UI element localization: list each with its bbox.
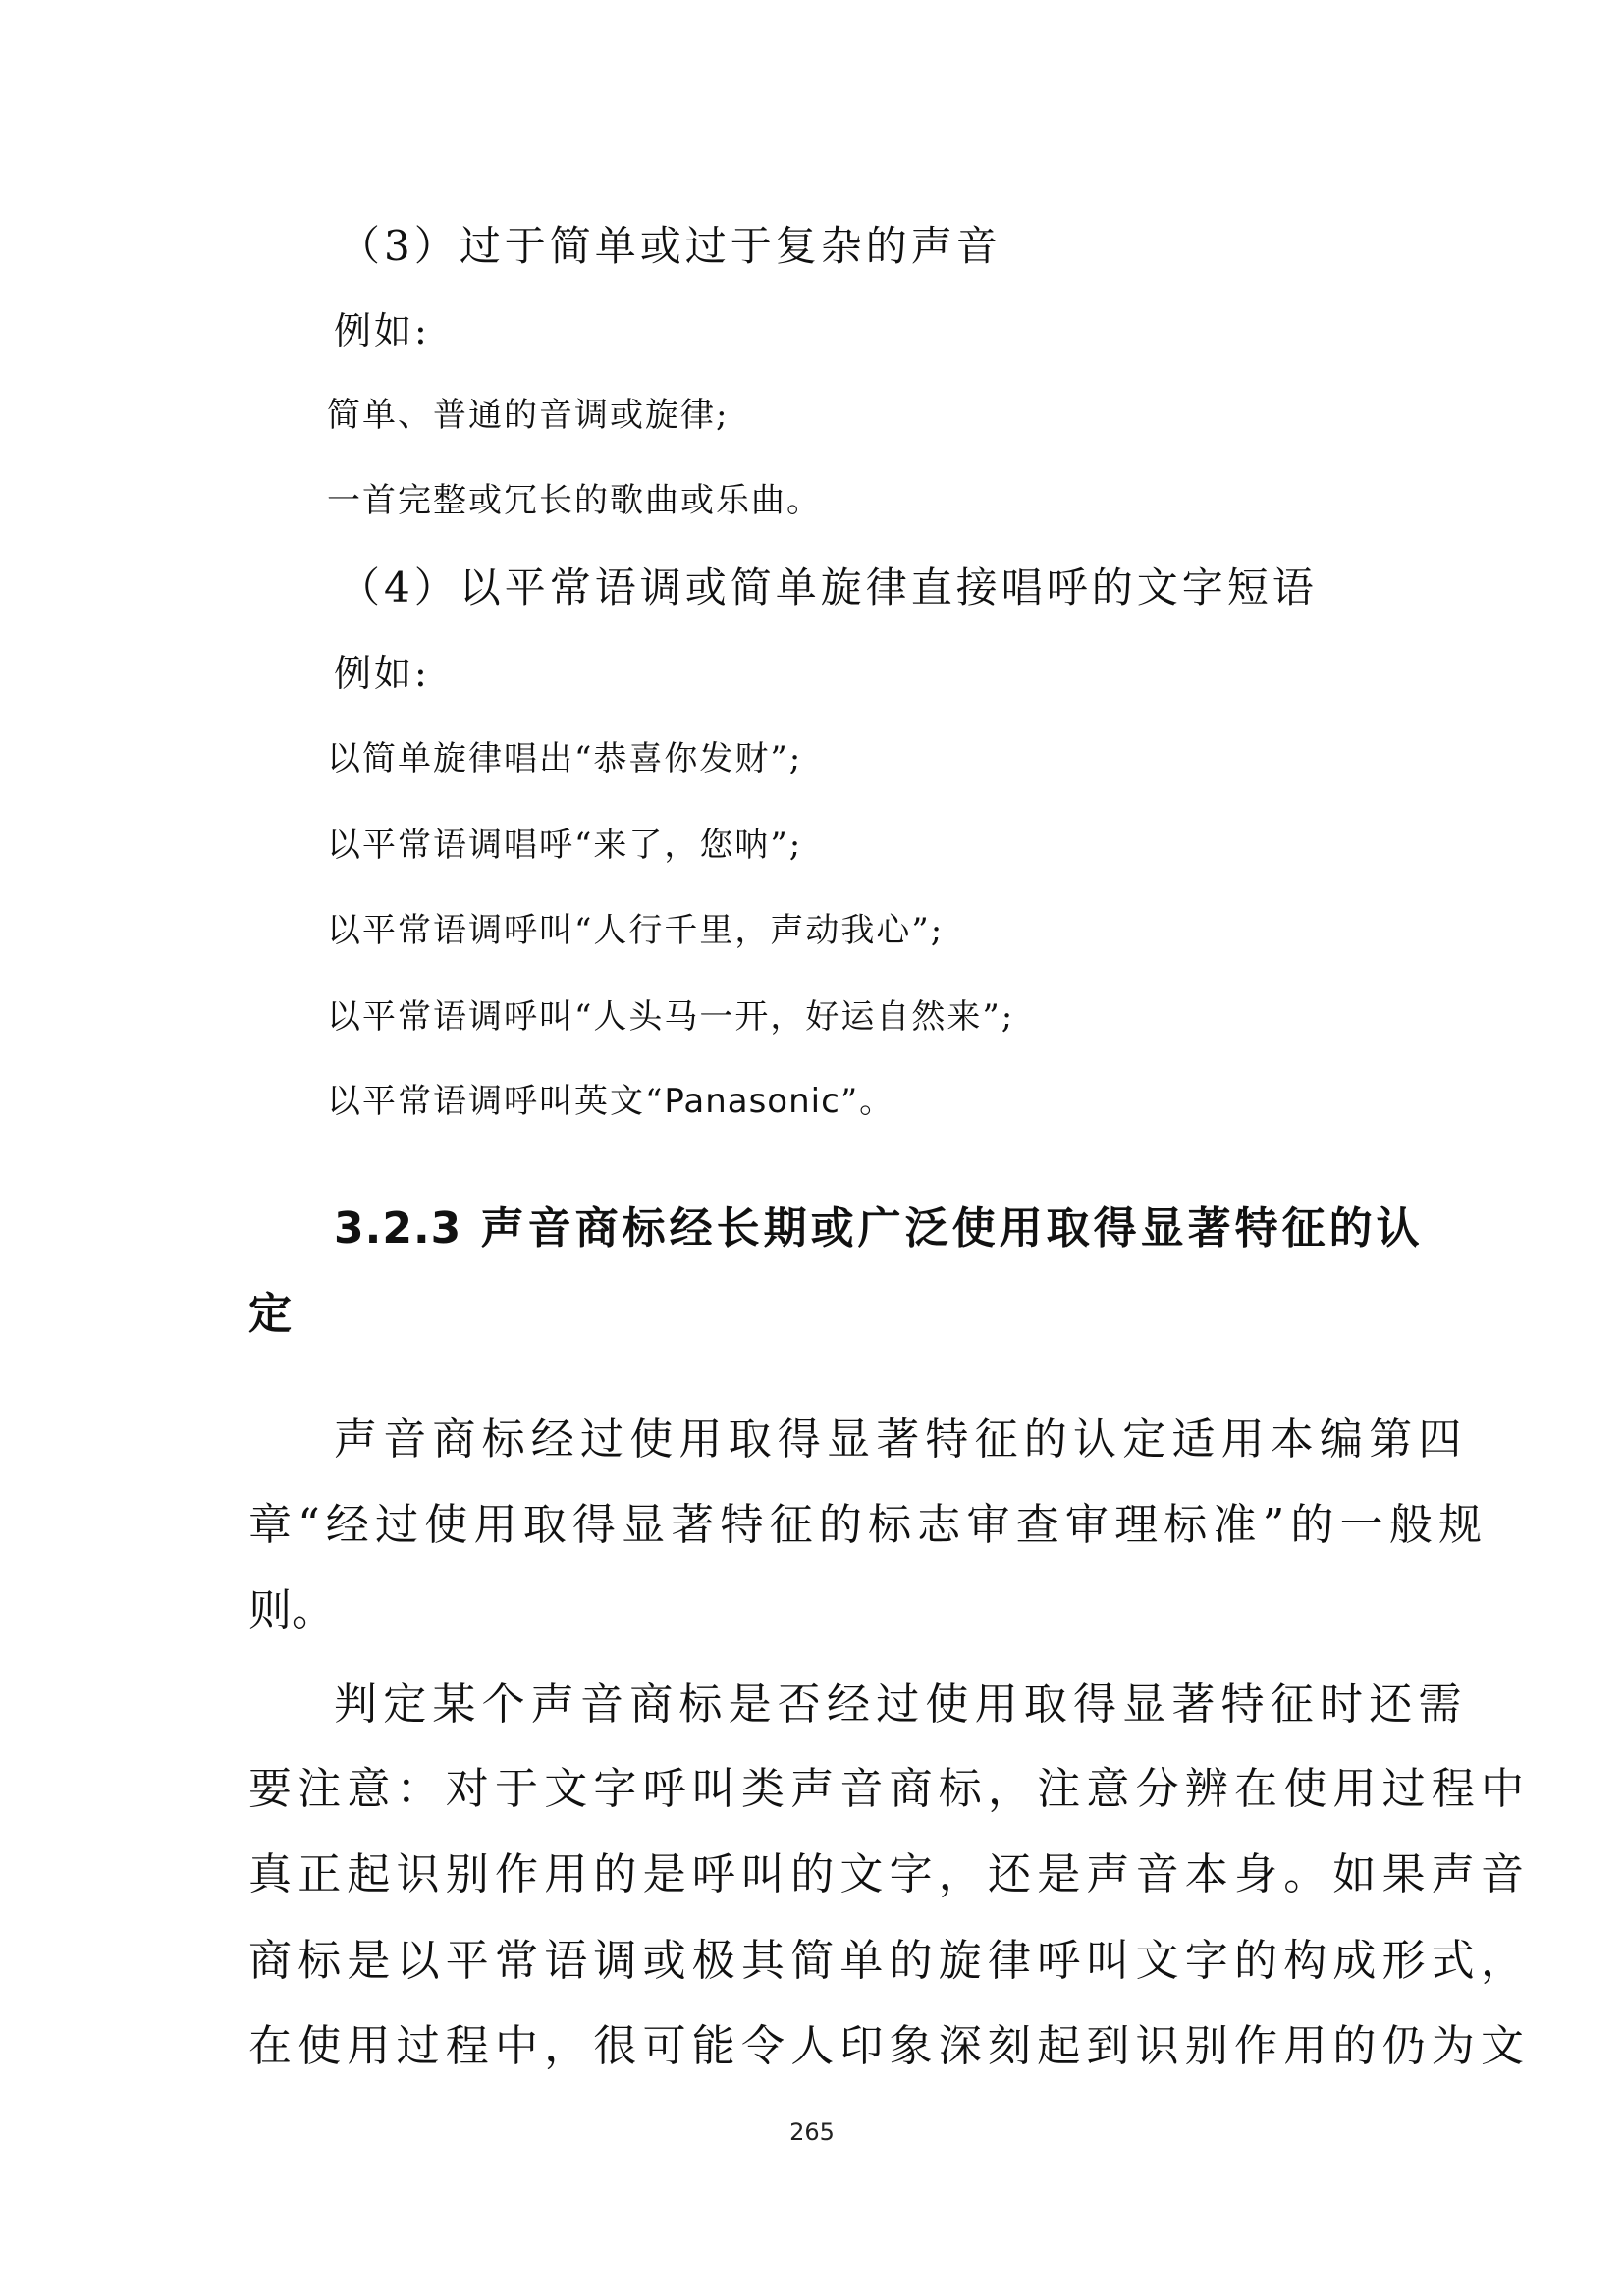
item-3-example: 一首完整或冗长的歌曲或乐曲。 [327, 481, 822, 520]
paragraph-line: 真正起识别作用的是呼叫的文字，还是声音本身。如果声音 [248, 1849, 1531, 1899]
item-4-heading: （4）以平常语调或简单旋律直接唱呼的文字短语 [339, 563, 1318, 612]
example-suffix: ”。 [839, 1082, 895, 1121]
item-4-example-label: 例如: [334, 652, 430, 695]
paragraph-line: 要注意：对于文字呼叫类声音商标，注意分辨在使用过程中 [248, 1764, 1531, 1814]
section-heading-continued: 定 [248, 1289, 292, 1339]
paragraph-line: 章“经过使用取得显著特征的标志审查审理标准”的一般规 [248, 1500, 1489, 1550]
item-4-example-last [327, 1074, 894, 1122]
section-heading [334, 1193, 1424, 1255]
paragraph-line: 在使用过程中，很可能令人印象深刻起到识别作用的仍为文 [248, 2021, 1531, 2071]
page-number: 265 [789, 2118, 835, 2146]
section-number: 3.2.3 [334, 1203, 462, 1254]
item-4-example: 以平常语调唱呼“来了，您呐”; [327, 826, 803, 865]
example-prefix: 以平常语调呼叫英文“ [327, 1082, 665, 1121]
section-title: 声音商标经长期或广泛使用取得显著特征的认 [480, 1203, 1424, 1254]
paragraph-line: 判定某个声音商标是否经过使用取得显著特征时还需 [334, 1680, 1468, 1730]
item-4-example: 以平常语调呼叫“人行千里，声动我心”; [327, 911, 945, 950]
item-4-example: 以平常语调呼叫“人头马一开，好运自然来”; [327, 997, 1015, 1037]
item-3-example: 简单、普通的音调或旋律; [327, 396, 730, 435]
item-3-heading: （3）过于简单或过于复杂的声音 [339, 222, 1001, 270]
paragraph-line: 声音商标经过使用取得显著特征的认定适用本编第四 [334, 1415, 1468, 1465]
paragraph-line: 则。 [248, 1585, 335, 1635]
item-3-example-label: 例如: [334, 309, 430, 352]
paragraph-line: 商标是以平常语调或极其简单的旋律呼叫文字的构成形式， [248, 1936, 1531, 1986]
example-latin-word: Panasonic [664, 1082, 840, 1121]
item-4-example: 以简单旋律唱出“恭喜你发财”; [327, 739, 803, 778]
